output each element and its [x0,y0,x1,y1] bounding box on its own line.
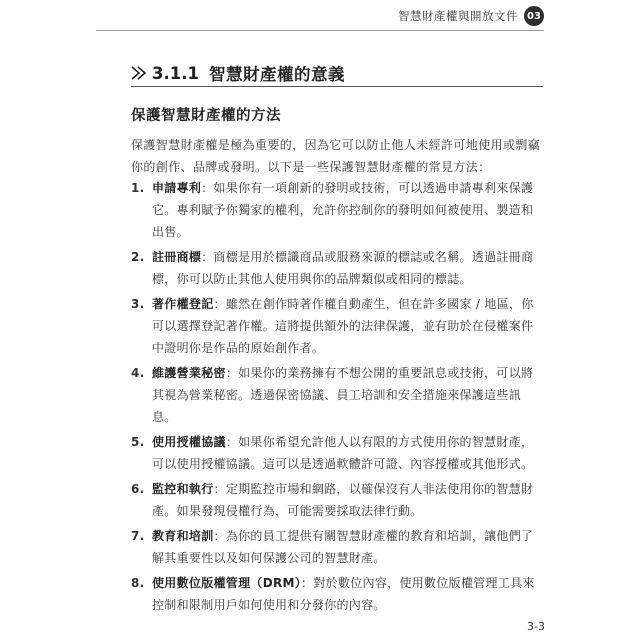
item-number: 3. [131,297,145,311]
list-item [131,572,543,616]
item-term: 教育和培訓 [152,529,214,543]
item-term: 使用授權協議 [152,435,226,449]
item-term: 使用數位版權管理（DRM） [152,576,302,590]
list-item [131,293,543,359]
item-description: ：定期監控市場和網路，以確保沒有人非法使用你的智慧財產。如果發現侵權行為，可能需要採取法律行動。 [152,482,534,518]
item-term: 註冊商標 [152,250,202,264]
item-description: ：如果你的業務擁有不想公開的重要訊息或技術，可以將其視為營業秘密。透過保密協議、員工培訓和安全措施來保護這些訊息。 [152,366,534,424]
item-description: ：對於數位內容，使用數位版權管理工具來控制和限制用戶如何使用和分發你的內容。 [152,576,535,612]
item-term: 維護營業秘密 [152,366,226,380]
intro-paragraph: 保護智慧財產權是極為重要的，因為它可以防止他人未經許可地使用或剽竊你的創作、品牌或發明。以下是一些保護智慧財產權的常見方法： [131,138,541,174]
item-number: 1. [131,181,145,195]
section-number: 3.1.1 [152,63,199,83]
item-description: ：雖然在創作時著作權自動產生，但在許多國家 / 地區，你可以選擇登記著作權。這將提供額外的法律保護，並有助於在侵權案件中證明你是作品的原始創作者。 [152,297,534,355]
list-item [131,431,543,475]
item-number: 7. [131,529,145,543]
running-header [398,6,544,26]
page-number: 3-3 [527,620,545,633]
item-number: 8. [131,576,145,590]
subheading: 保護智慧財產權的方法 [131,108,281,124]
section-heading [131,61,345,85]
item-description: ：商標是用於標識商品或服務來源的標誌或名稱。透過註冊商標，你可以防止其他人使用與你的品牌類似或相同的標誌。 [152,250,534,286]
section-title: 智慧財產權的意義 [208,65,345,84]
method-list [131,177,543,619]
section-rule [131,86,543,87]
item-term: 著作權登記 [152,297,214,311]
item-number: 4. [131,366,145,380]
item-description: ：如果你有一項創新的發明或技術，可以透過申請專利來保護它。專利賦予你獨家的權利，允許你控制你的發明如何被使用、製造和出售。 [152,181,534,239]
header-rule [96,30,544,31]
list-item [131,525,543,569]
chapter-badge: 03 [524,6,544,26]
item-number: 2. [131,250,145,264]
item-description: ：如果你希望允許他人以有限的方式使用你的智慧財產，可以使用授權協議。這可以是透過軟體許可證、內容授權或其他形式。 [152,435,534,471]
item-term: 申請專利 [152,181,202,195]
list-item [131,246,543,290]
item-number: 6. [131,482,145,496]
item-description: ：為你的員工提供有關智慧財產權的教育和培訓，讓他們了解其重要性以及如何保護公司的智慧財產。 [152,529,534,565]
item-number: 5. [131,435,145,449]
double-chevron-right-icon [131,66,147,80]
item-term: 監控和執行 [152,482,214,496]
list-item [131,177,543,243]
running-header-title: 智慧財產權與開放文件 [398,9,518,23]
list-item [131,478,543,522]
list-item [131,362,543,428]
